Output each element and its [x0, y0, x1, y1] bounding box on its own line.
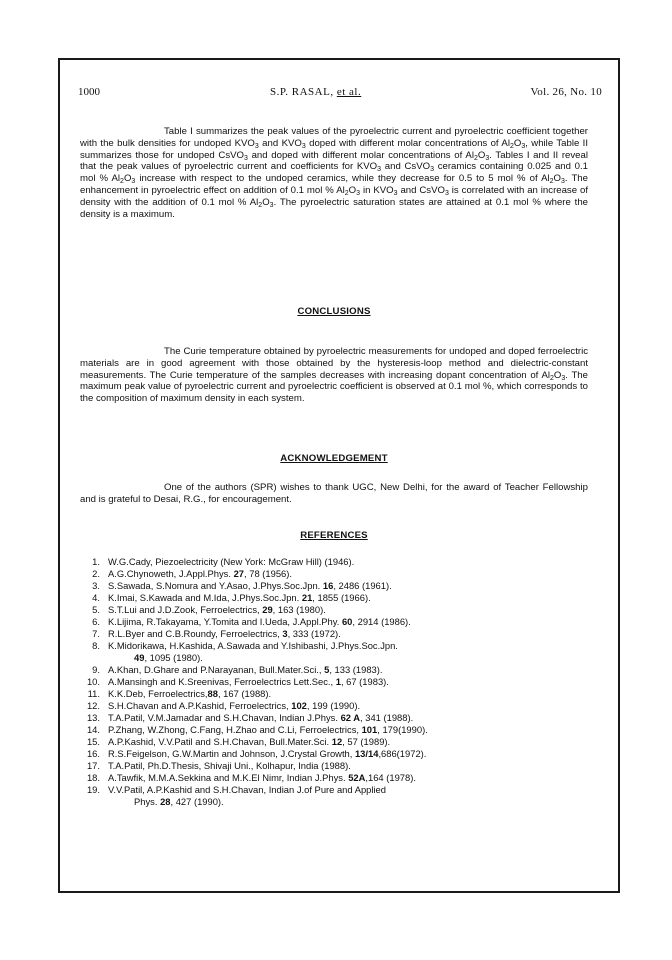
- reference-number: 10.: [86, 676, 100, 687]
- reference-number: 11.: [87, 688, 100, 699]
- reference-volume: 49: [134, 652, 145, 663]
- reference-number: 18.: [86, 772, 100, 783]
- reference-details: , 179(1990).: [377, 724, 428, 735]
- reference-volume: 62 A: [340, 712, 361, 723]
- reference-text: W.G.Cady, Piezoelectricity (New York: McGraw Hill) (1946).: [108, 556, 355, 567]
- reference-volume: 3: [282, 628, 288, 639]
- reference-item: [80, 712, 620, 724]
- reference-text: T.A.Patil, Ph.D.Thesis, Shivaji Uni., Kolhapur, India (1988).: [108, 760, 351, 771]
- reference-volume: 102: [291, 700, 307, 711]
- conclusions-heading: CONCLUSIONS: [297, 306, 371, 317]
- reference-number: 5.: [92, 604, 100, 615]
- reference-details: ,164 (1978).: [365, 772, 416, 783]
- et-al: et al.: [336, 86, 362, 98]
- reference-text: Phys.: [134, 796, 161, 807]
- reference-details: , 2486 (1961).: [333, 580, 392, 591]
- intro-paragraph: Table I summarizes the peak values of the pyroelectric current and pyroelectric coefficient together with the bulk densities for undoped $KVO_3$ and $KVO_3$ doped with different molar concentrations of $Al_2O_3$, while Table II summarizes those for undoped CsVO$_3$ and doped with different molar concentrations of $Al_2O_3$. Tables I and II reveal that the peak values of pyroelectric current and coefficients for $KVO_3$ and CsVO$_3$ ceramics containing 0.025 and 0.1 mol % $Al_2O_3$ increase with respect to the undoped ceramics, while they decrease for 0.5 to 5 mol % of $Al_2O_3$. The enhancement in pyroelectric effect on addition of 0.1 mol % $Al_2O_3$ in $KVO_3$ and CsVO$_3$ is correlated with an increase of density with the addition of 0.1 mol % $Al_2O_3$. The pyroelectric saturation states are attained at 0.1 mol % where the density is a maximum.: [80, 126, 588, 220]
- reference-details: , 1095 (1980).: [144, 652, 203, 663]
- reference-item: [80, 616, 620, 628]
- reference-item: [80, 796, 620, 808]
- reference-text: K.Midorikawa, H.Kashida, A.Sawada and Y.Ishibashi, J.Phys.Soc.Jpn.: [108, 640, 398, 651]
- reference-item: [80, 784, 620, 796]
- reference-text: A.Tawfik, M.M.A.Sekkina and M.K.El Nimr, Indian J.Phys.: [108, 772, 349, 783]
- reference-text: A.Khan, D.Ghare and P.Narayanan, Bull.Mater.Sci.,: [108, 664, 325, 675]
- reference-item: [80, 568, 620, 580]
- reference-details: ,686(1972).: [378, 748, 427, 759]
- reference-item: [80, 760, 620, 772]
- reference-number: 16.: [86, 748, 100, 759]
- reference-item: [80, 700, 620, 712]
- reference-item: [80, 628, 620, 640]
- reference-number: 3.: [92, 580, 100, 591]
- reference-details: , 199 (1990).: [306, 700, 361, 711]
- reference-item: [80, 664, 620, 676]
- reference-text: R.S.Feigelson, G.W.Martin and Johnson, J.Crystal Growth,: [108, 748, 355, 759]
- reference-text: V.V.Patil, A.P.Kashid and S.H.Chavan, Indian J.of Pure and Applied: [108, 784, 386, 795]
- reference-details: , 67 (1983).: [340, 676, 389, 687]
- reference-volume: 27: [233, 568, 245, 579]
- reference-item: [80, 748, 620, 760]
- running-header: [78, 86, 602, 102]
- reference-volume: 52A: [348, 772, 366, 783]
- conclusions-paragraph: The Curie temperature obtained by pyroelectric measurements for undoped and doped ferroelectric materials are in good agreement with those obtained by the hysteresis-loop method and dielectric-constant measurements. The Curie temperature of the samples decreases with increasing dopant concentration of $Al_2O_3$. The maximum peak value of pyroelectric current and pyroelectric coefficient is observed at 0.1 mol %, which corresponds to the composition of maximum density in each system.: [80, 346, 588, 405]
- reference-item: [80, 688, 620, 700]
- reference-details: , 167 (1988).: [217, 688, 272, 699]
- reference-list: [80, 556, 620, 808]
- reference-text: S.T.Lui and J.D.Zook, Ferroelectrics,: [108, 604, 263, 615]
- reference-number: 14.: [86, 724, 100, 735]
- reference-text: A.G.Chynoweth, J.Appl.Phys.: [108, 568, 234, 579]
- reference-text: S.Sawada, S.Nomura and Y.Asao, J.Phys.Soc.Jpn.: [108, 580, 323, 591]
- reference-number: 9.: [92, 664, 100, 675]
- reference-item: [80, 724, 620, 736]
- reference-text: T.A.Patil, V.M.Jamadar and S.H.Chavan, Indian J.Phys.: [108, 712, 341, 723]
- reference-volume: 12: [331, 736, 343, 747]
- reference-details: , 333 (1972).: [287, 628, 341, 639]
- reference-text: A.P.Kashid, V.V.Patil and S.H.Chavan, Bull.Mater.Sci.: [108, 736, 332, 747]
- reference-number: 4.: [92, 592, 100, 603]
- reference-volume: 5: [324, 664, 330, 675]
- reference-details: , 2914 (1986).: [352, 616, 411, 627]
- reference-text: A.Mansingh and K.Sreenivas, Ferroelectrics Lett.Sec.,: [108, 676, 336, 687]
- reference-details: , 341 (1988).: [360, 712, 414, 723]
- volume-issue: Vol. 26, No. 10: [530, 86, 602, 98]
- reference-text: S.H.Chavan and A.P.Kashid, Ferroelectrics,: [108, 700, 292, 711]
- reference-volume: 101: [361, 724, 378, 735]
- reference-details: , 163 (1980).: [272, 604, 326, 615]
- reference-item: [80, 736, 620, 748]
- reference-item: [80, 604, 620, 616]
- reference-number: 13.: [86, 712, 100, 723]
- reference-text: K.Imai, S.Kawada and M.Ida, J.Phys.Soc.Jpn.: [108, 592, 302, 603]
- acknowledgement-heading: ACKNOWLEDGEMENT: [280, 453, 388, 464]
- reference-volume: 60: [341, 616, 353, 627]
- reference-volume: 21: [301, 592, 313, 603]
- reference-item: [80, 556, 620, 568]
- reference-details: , 57 (1989).: [342, 736, 391, 747]
- reference-item: [80, 640, 620, 652]
- references-heading: REFERENCES: [300, 530, 368, 541]
- reference-details: , 427 (1990).: [170, 796, 224, 807]
- reference-details: , 1855 (1966).: [312, 592, 371, 603]
- reference-number: 8.: [92, 640, 100, 651]
- acknowledgement-paragraph: One of the authors (SPR) wishes to thank UGC, New Delhi, for the award of Teacher Fellowship and is grateful to Desai, R.G., for encouragement.: [80, 482, 588, 505]
- reference-number: 15.: [86, 736, 100, 747]
- reference-volume: 29: [262, 604, 273, 615]
- reference-text: K.Lijima, R.Takayama, Y.Tomita and I.Ueda, J.Appl.Phy.: [108, 616, 342, 627]
- reference-volume: 1: [335, 676, 341, 687]
- reference-item: [80, 772, 620, 784]
- reference-details: , 78 (1956).: [244, 568, 292, 579]
- reference-volume: 88: [207, 688, 218, 699]
- running-authors: S.P. RASAL, et al.: [270, 86, 362, 98]
- reference-item: [80, 580, 620, 592]
- reference-volume: 13/14: [354, 748, 379, 759]
- reference-number: 17.: [86, 760, 100, 771]
- reference-details: , 133 (1983).: [329, 664, 383, 675]
- reference-number: 19.: [86, 784, 100, 795]
- reference-number: 1.: [92, 556, 100, 567]
- reference-item: [80, 592, 620, 604]
- page-number: 1000: [78, 86, 100, 98]
- reference-text: K.K.Deb, Ferroelectrics,: [108, 688, 208, 699]
- reference-number: 2.: [92, 568, 100, 579]
- reference-number: 6.: [92, 616, 100, 627]
- reference-item: [80, 652, 620, 664]
- reference-text: P.Zhang, W.Zhong, C.Fang, H.Zhao and C.Li, Ferroelectrics,: [108, 724, 362, 735]
- reference-text: R.L.Byer and C.B.Roundy, Ferroelectrics,: [108, 628, 283, 639]
- reference-number: 7.: [92, 628, 100, 639]
- reference-number: 12.: [86, 700, 100, 711]
- reference-volume: 16: [322, 580, 334, 591]
- reference-volume: 28: [160, 796, 171, 807]
- reference-item: [80, 676, 620, 688]
